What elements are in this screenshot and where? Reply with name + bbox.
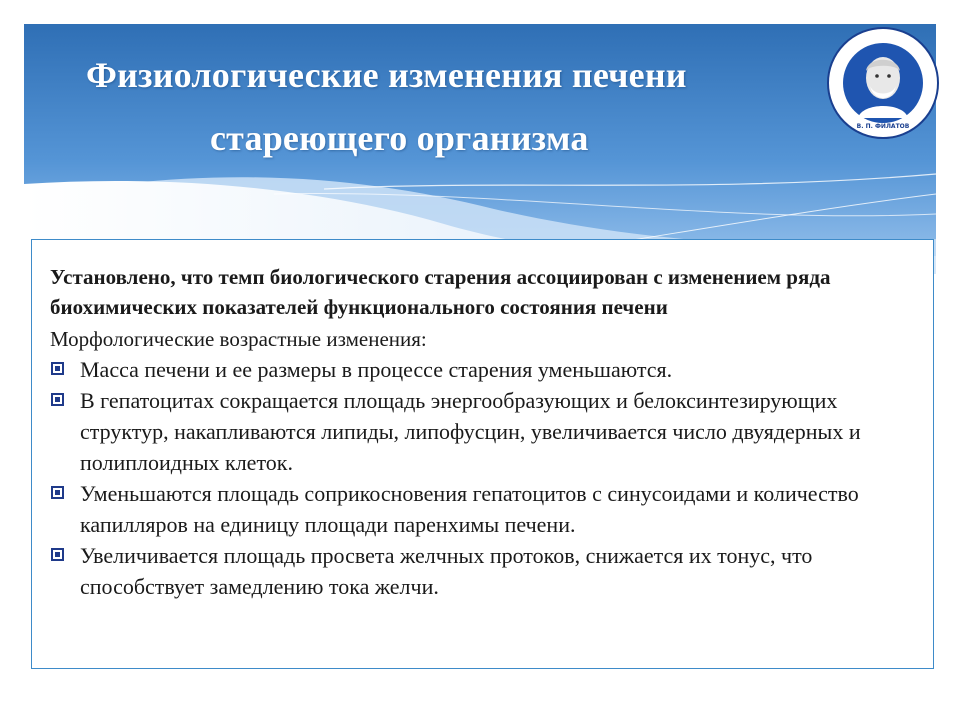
list-item-text: В гепатоцитах сокращается площадь энергообразующих и белоксинтезирующих структур, накапливаются липиды, липофусцин, увеличивается число двуядерных и полиплоидных клеток.: [80, 388, 861, 475]
content-box: [31, 239, 934, 669]
list-item-text: Масса печени и ее размеры в процессе старения уменьшаются.: [80, 357, 673, 382]
foundation-logo: [826, 26, 940, 140]
list-item-text: Увеличивается площадь просвета желчных протоков, снижается их тонус, что способствует замедлению тока желчи.: [80, 543, 813, 599]
list-item: [50, 540, 915, 602]
square-bullet-icon: [51, 548, 64, 561]
square-bullet-icon: [51, 362, 64, 375]
logo-caption: В. П. ФИЛАТОВ: [856, 123, 910, 130]
slide-title-line-1: Физиологические изменения печени: [86, 55, 687, 95]
square-bullet-icon: [51, 393, 64, 406]
bullet-list: [50, 354, 915, 602]
square-bullet-icon: [51, 486, 64, 499]
slide-title-line-2: стареющего организма: [210, 118, 589, 158]
list-item: [50, 478, 915, 540]
list-item: [50, 385, 915, 478]
list-item-text: Уменьшаются площадь соприкосновения гепатоцитов с синусоидами и количество капилляров на единицу площади паренхимы печени.: [80, 481, 859, 537]
slide-header: [24, 24, 936, 274]
intro-statement: Установлено, что темп биологического старения ассоциирован с изменением ряда биохимических показателей функционального состояния печени: [50, 265, 831, 319]
section-subhead: Морфологические возрастные изменения:: [50, 327, 427, 351]
list-item: [50, 354, 915, 385]
